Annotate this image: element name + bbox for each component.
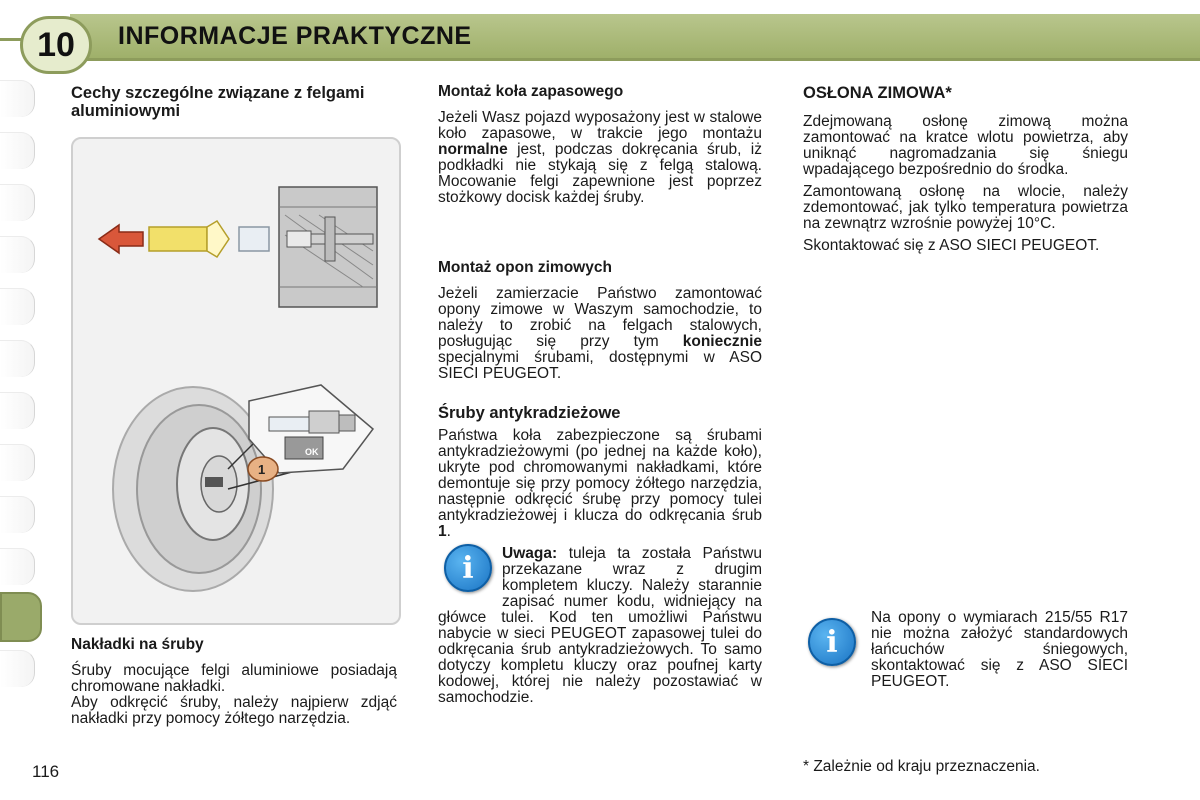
wheel-illustration — [71, 137, 401, 625]
antitheft-text-bold: 1 — [438, 523, 447, 540]
note-label: Uwaga: — [502, 545, 558, 562]
section-heading-spare: Montaż koła zapasowego — [438, 83, 624, 100]
spare-text-bold: normalne — [438, 141, 508, 158]
chapter-tab-active[interactable] — [0, 592, 42, 642]
ok-label: OK — [305, 447, 319, 457]
winter-cover-p1: Zdejmowaną osłonę zimową można zamontować na kratce wlotu powietrza, aby uniknąć nagromadzania się śniegu wpadającego bezpośrednio do środka. — [803, 113, 1128, 178]
winter-text-bold: koniecznie — [682, 333, 762, 350]
antitheft-text-end: . — [446, 523, 451, 540]
caps-section — [71, 637, 397, 727]
chapter-tab[interactable] — [0, 184, 35, 221]
winter-text-b: specjalnymi śrubami, dostępnymi w ASO SIECI PEUGEOT. — [438, 349, 762, 382]
spare-text-b: jest, podczas dokręcania śrub, iż podkładki nie stykają się z felgą stalową. Mocowanie felgi zapewnione jest poprzez stożkowy docisk każdej śruby. — [438, 141, 762, 206]
chapter-tab[interactable] — [0, 548, 35, 585]
section-heading-caps: Nakładki na śruby — [71, 636, 204, 653]
yellow-tool-icon — [149, 221, 269, 257]
spare-text — [438, 110, 762, 254]
winter-text-a: Jeżeli zamierzacie Państwo zamontować opony zimowe w Waszym samochodzie, to należy to zrobić na felgach stalowych, posługując się przy tym — [438, 285, 762, 350]
section-heading-alloy: Cechy szczególne związane z felgami aluminiowymi — [71, 84, 365, 120]
chapter-tab[interactable] — [0, 496, 35, 533]
page-number: 116 — [32, 762, 60, 781]
chapter-tab[interactable] — [0, 132, 35, 169]
right-column — [803, 84, 1128, 260]
arrow-left-icon — [99, 225, 143, 253]
callout-number: 1 — [258, 462, 266, 477]
info-icon: i — [808, 618, 856, 666]
chapter-tab[interactable] — [0, 236, 35, 273]
section-heading-winter-cover: OSŁONA ZIMOWA* — [803, 84, 952, 102]
footnote: * Zależnie od kraju przeznaczenia. — [803, 758, 1040, 775]
chains-note — [871, 610, 1128, 696]
note-body: tuleja ta została Państwu przekazane wraz z drugim kompletem kluczy. Należy starannie zapisać numer kodu, widniejący na główce tulei. Kod ten umożliwi Państwu nabycie w sieci PEUGEOT zapasowej tulei do odkręcania śrub antykradzieżowych. To samo dotyczy kompletu kluczy oraz poufnej karty kodowej, której nie należy pozostawiać w samochodzie. — [438, 545, 762, 706]
chapter-tabs — [0, 80, 40, 720]
spare-text-a: Jeżeli Wasz pojazd wyposażony jest w stalowe koło zapasowe, w trakcie jego montażu — [438, 109, 762, 142]
chains-note-text: Na opony o wymiarach 215/55 R17 nie można założyć standardowych łańcuchów śniegowych, skontaktować się z ASO SIECI PEUGEOT. — [871, 609, 1128, 690]
chapter-tab[interactable] — [0, 392, 35, 429]
antitheft-text-a: Państwa koła zabezpieczone są śrubami antykradzieżowymi (po jednej na każde koło), ukryte pod chromowanymi nakładkami, które demontuje się przy pomocy żółtego narzędzia, następnie odkręcić śrubę przy pomocy tulei antykradzieżowej i klucza do odkręcania śrub — [438, 427, 762, 524]
section-heading-antitheft: Śruby antykradzieżowe — [438, 404, 621, 422]
chapter-tab[interactable] — [0, 80, 35, 117]
chapter-badge: 10 — [20, 16, 92, 74]
hub-section-icon — [279, 187, 377, 307]
chapter-tab[interactable] — [0, 444, 35, 481]
page-title: INFORMACJE PRAKTYCZNE — [118, 22, 472, 50]
chapter-tab[interactable] — [0, 340, 35, 377]
left-column — [71, 84, 397, 120]
section-heading-winter: Montaż opon zimowych — [438, 259, 612, 276]
caps-text-2: Aby odkręcić śruby, należy najpierw zdjąć nakładki przy pomocy żółtego narzędzia. — [71, 694, 397, 727]
winter-text — [438, 286, 762, 398]
caps-text: Śruby mocujące felgi aluminiowe posiadają chromowane nakładki. — [71, 662, 397, 695]
chapter-tab[interactable] — [0, 650, 35, 687]
winter-cover-p3: Skontaktować się z ASO SIECI PEUGEOT. — [803, 237, 1100, 254]
info-icon: i — [444, 544, 492, 592]
illustration-svg — [73, 139, 399, 623]
middle-column — [438, 84, 762, 712]
winter-cover-p2: Zamontowaną osłonę na wlocie, należy zdemontować, jak tylko temperatura powietrza na zewnątrz wzrośnie powyżej 10°C. — [803, 183, 1128, 232]
antitheft-text — [438, 428, 762, 540]
chapter-tab[interactable] — [0, 288, 35, 325]
